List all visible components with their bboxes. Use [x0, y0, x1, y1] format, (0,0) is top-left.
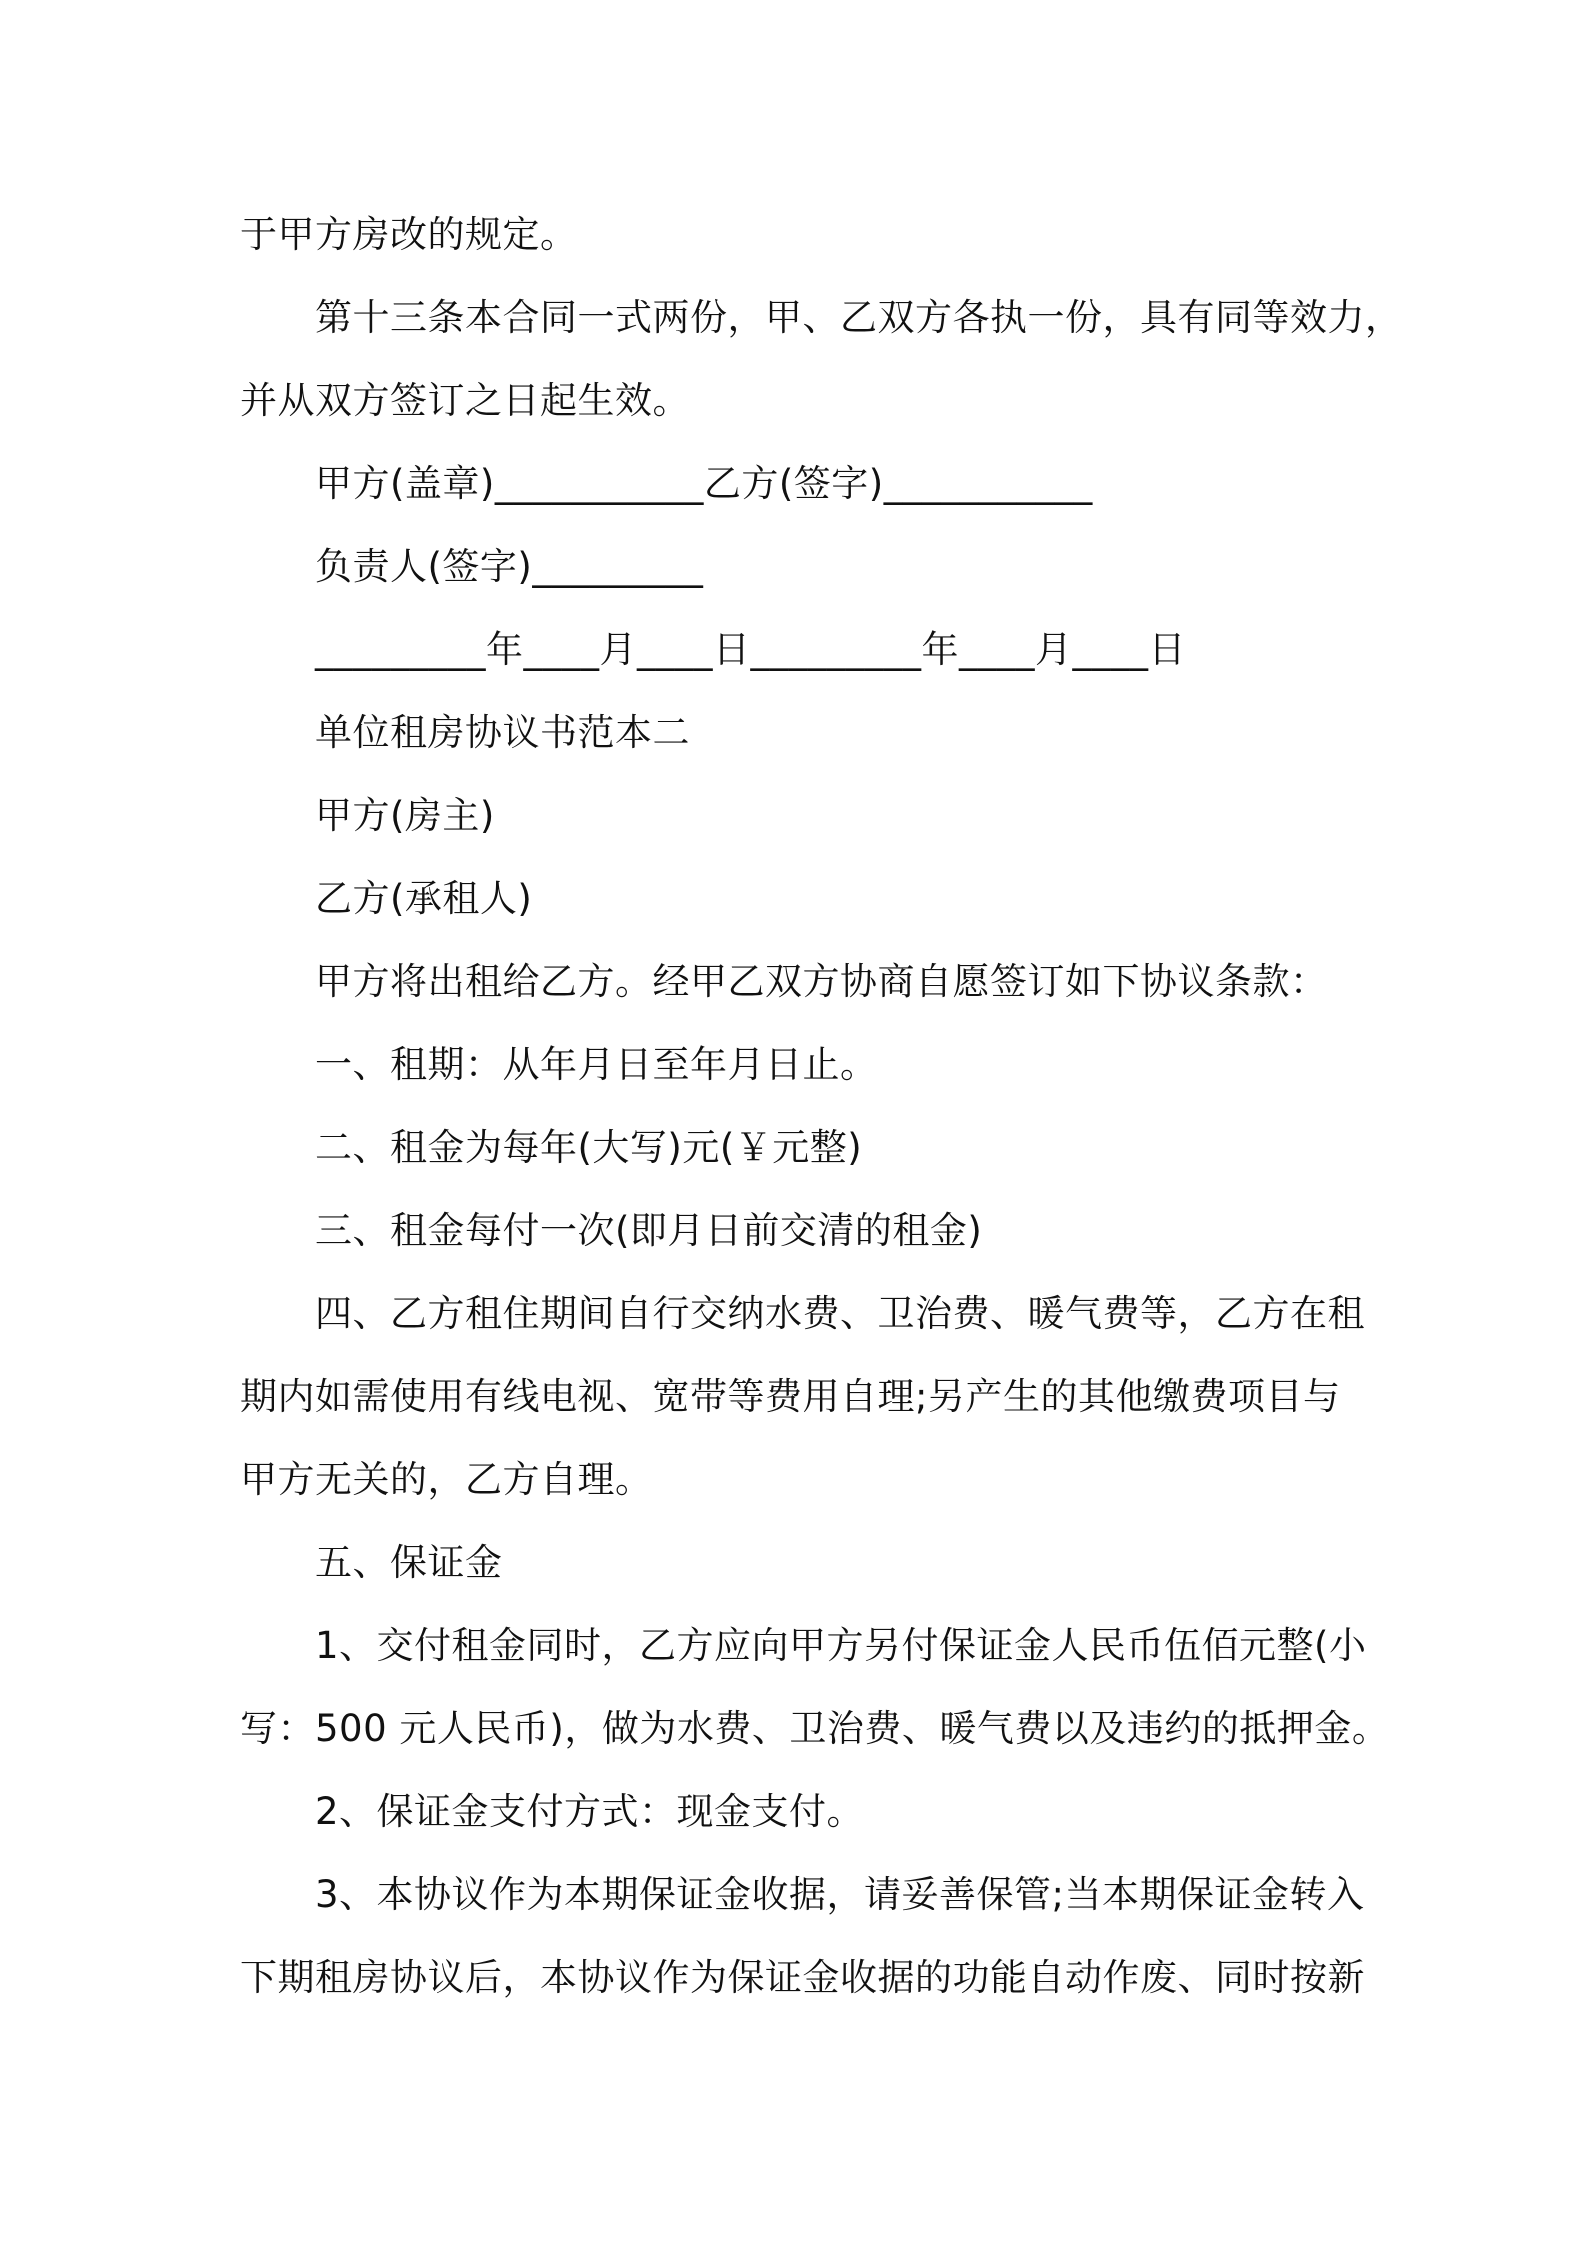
text-line: 二、租金为每年(大写)元(￥元整)	[315, 1126, 863, 1169]
text-line: 甲方无关的，乙方自理。	[240, 1458, 653, 1501]
deposit-item-3	[240, 1853, 1365, 2019]
party-b-label	[240, 857, 1360, 940]
text-line: 甲方(房主)	[315, 794, 495, 837]
text-line: 甲方将出租给乙方。经甲乙双方协商自愿签订如下协议条款：	[315, 960, 1328, 1003]
paragraph-article-13	[240, 276, 1403, 442]
section-title-template-two	[240, 691, 1360, 774]
text-line: 于甲方房改的规定。	[240, 213, 578, 256]
text-line: 下期租房协议后，本协议作为保证金收据的功能自动作废、同时按新	[240, 1956, 1365, 1999]
document-body	[240, 193, 1403, 2019]
text-line: 写：500 元人民币)，做为水费、卫治费、暖气费以及违约的抵押金。	[240, 1707, 1390, 1750]
text-line: 单位租房协议书范本二	[315, 711, 690, 754]
deposit-item-1	[240, 1604, 1390, 1770]
text-line: 负责人(签字)_________	[315, 545, 704, 588]
text-line: 3、本协议作为本期保证金收据，请妥善保管;当本期保证金转入	[315, 1873, 1365, 1916]
deposit-item-2	[240, 1770, 1360, 1853]
clause-3-payment	[240, 1189, 1360, 1272]
text-line: _________年____月____日_________年____月____日	[315, 628, 1186, 671]
paragraph-housing-reform-tail	[240, 193, 1360, 276]
signature-line-parties	[240, 442, 1360, 525]
text-line: 2、保证金支付方式：现金支付。	[315, 1790, 865, 1833]
clause-1-lease-term	[240, 1023, 1360, 1106]
signature-line-responsible-person	[240, 525, 1360, 608]
text-line: 乙方(承租人)	[315, 877, 533, 920]
paragraph-agreement-intro	[240, 940, 1360, 1023]
text-line: 甲方(盖章)___________乙方(签字)___________	[315, 462, 1093, 505]
text-line: 三、租金每付一次(即月日前交清的租金)	[315, 1209, 983, 1252]
text-line: 第十三条本合同一式两份，甲、乙双方各执一份，具有同等效力，	[315, 296, 1403, 339]
signature-date-line	[240, 608, 1360, 691]
text-line: 并从双方签订之日起生效。	[240, 379, 690, 422]
text-line: 1、交付租金同时，乙方应向甲方另付保证金人民币伍佰元整(小	[315, 1624, 1367, 1667]
party-a-label	[240, 774, 1360, 857]
clause-5-deposit-heading	[240, 1521, 1360, 1604]
text-line: 五、保证金	[315, 1541, 503, 1584]
clause-4-fees	[240, 1272, 1365, 1521]
text-line: 一、租期：从年月日至年月日止。	[315, 1043, 878, 1086]
clause-2-rent	[240, 1106, 1360, 1189]
text-line: 四、乙方租住期间自行交纳水费、卫治费、暖气费等，乙方在租	[315, 1292, 1365, 1335]
text-line: 期内如需使用有线电视、宽带等费用自理;另产生的其他缴费项目与	[240, 1375, 1341, 1418]
